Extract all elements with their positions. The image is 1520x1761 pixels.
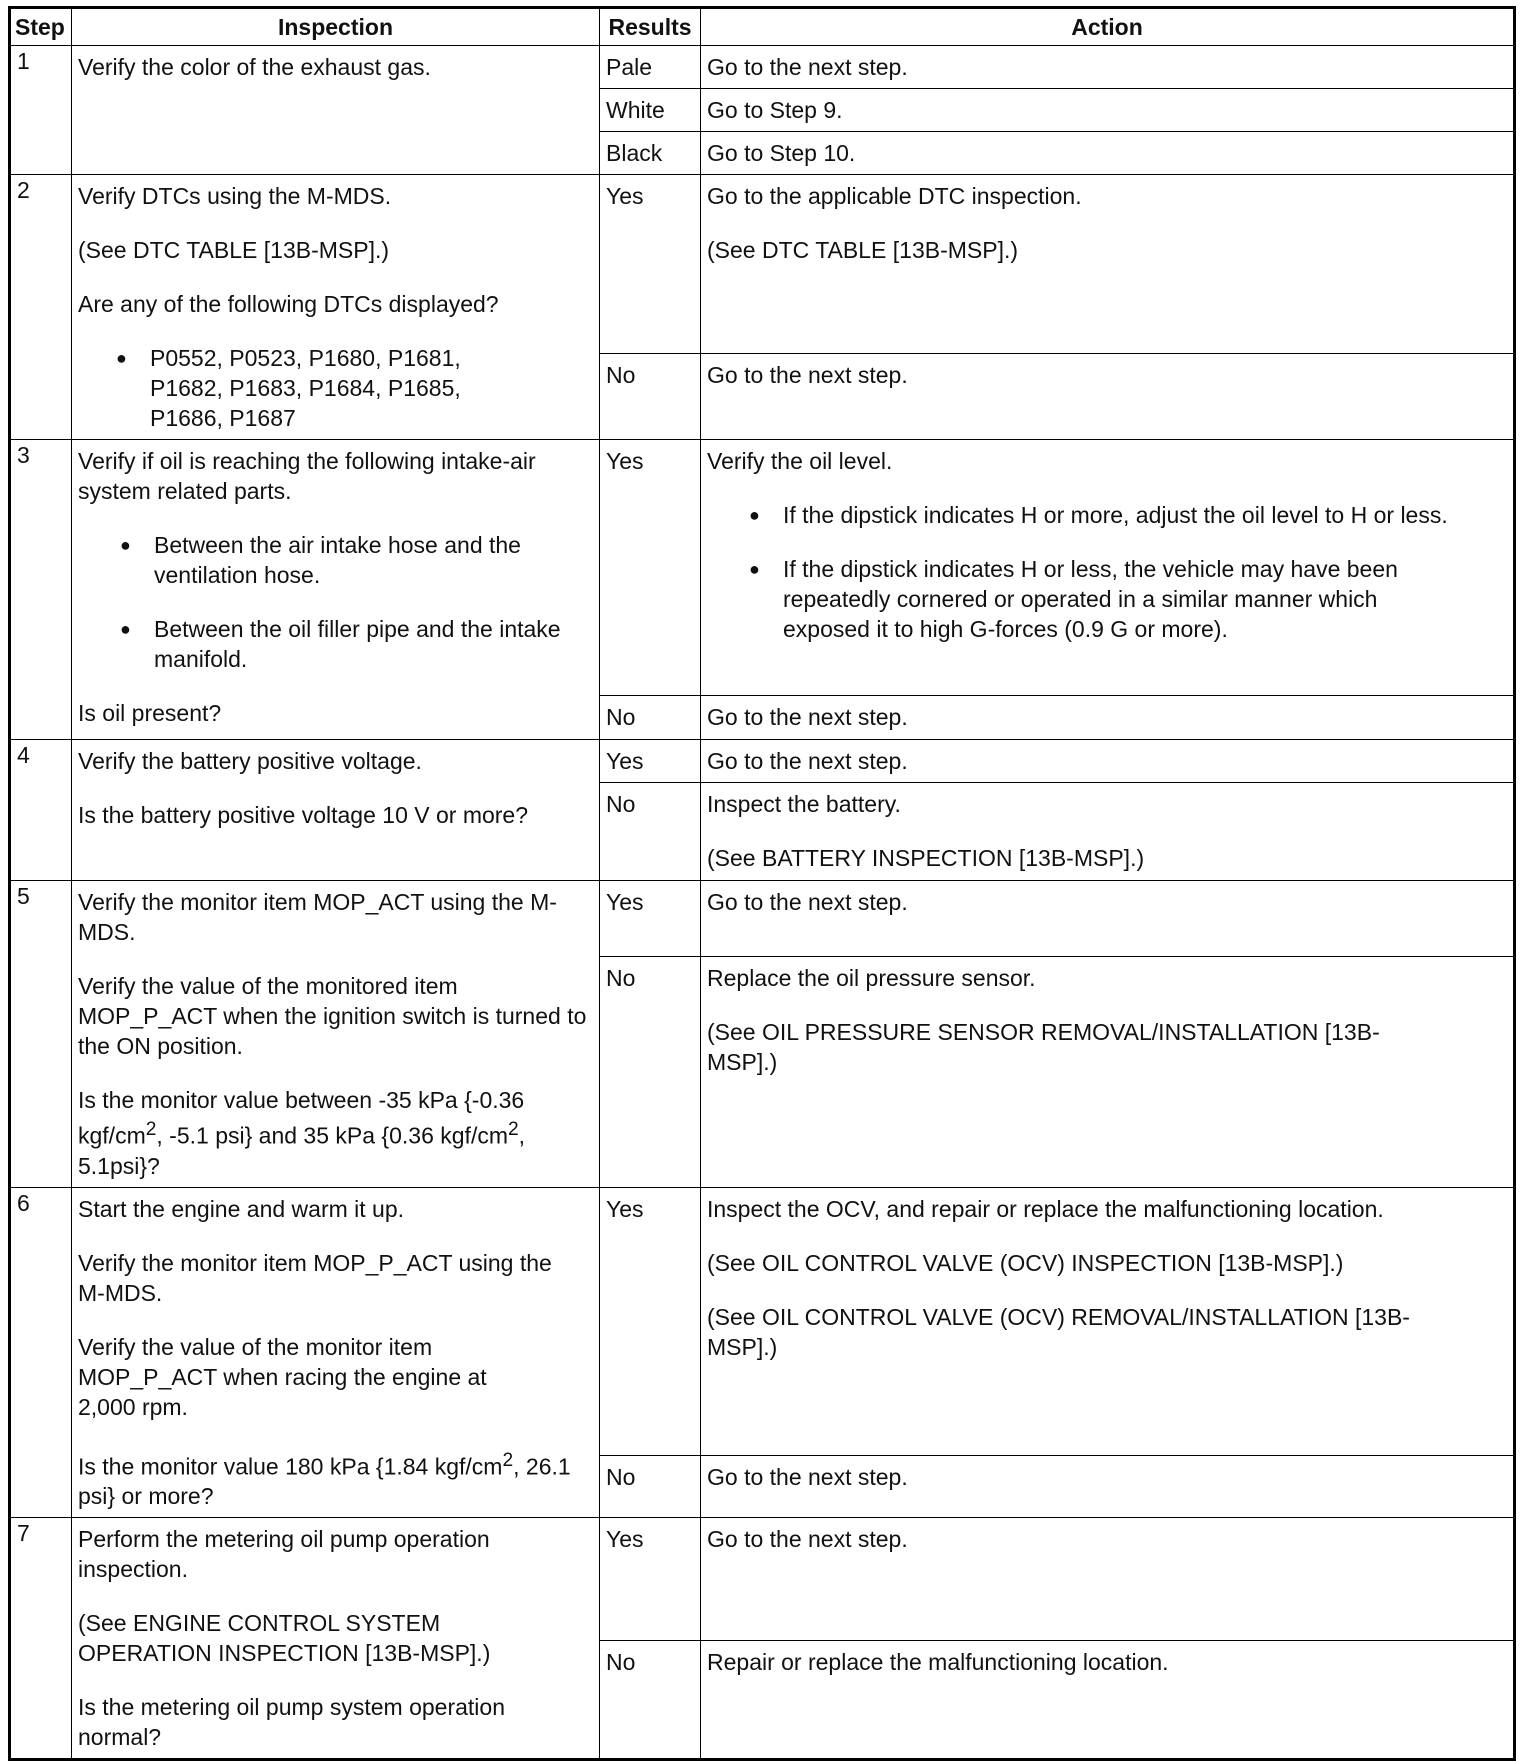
action-cell: Go to the next step. [701, 353, 1515, 439]
action-cell: Go to the next step. [701, 881, 1515, 957]
action-cell: Verify the oil level. ● If the dipstick indicates H or more, adjust the oil level to H or less. ● If the dipstick indicates H or less, the vehicle may have been repeatedly cornered or operated in a similar manner which exposed it to high G-forces (0.9 G or more). [701, 440, 1515, 696]
action-list [707, 500, 1507, 644]
table-row [10, 440, 1515, 696]
list-item: ● If the dipstick indicates H or more, adjust the oil level to H or less. [783, 500, 1467, 530]
header-results: Results [600, 8, 701, 46]
dtc-list [78, 343, 593, 433]
inspection-question: Is the battery positive voltage 10 V or more? [78, 802, 529, 828]
action-cell: Inspect the battery. (See BATTERY INSPECTION [13B-MSP].) [701, 783, 1515, 881]
inspection-cell [72, 1518, 600, 1760]
inspection-question: Is the metering oil pump system operation normal? [78, 1694, 505, 1751]
step-number: 7 [10, 1518, 72, 1760]
inspection-text: Verify DTCs using the M-MDS. [78, 183, 392, 209]
action-cell: Go to Step 10. [701, 132, 1515, 175]
inspection-text: Verify the battery positive voltage. [78, 748, 422, 774]
inspection-text: Verify the color of the exhaust gas. [78, 54, 431, 80]
parts-list [78, 530, 593, 674]
step-number: 4 [10, 740, 72, 881]
result-cell: Black [600, 132, 701, 175]
result-cell: No [600, 783, 701, 881]
result-cell: Yes [600, 881, 701, 957]
inspection-reference: (See DTC TABLE [13B-MSP].) [78, 237, 390, 263]
action-cell: Go to the next step. [701, 696, 1515, 740]
result-cell: Yes [600, 1518, 701, 1641]
list-item: ● Between the air intake hose and the ventilation hose. [154, 530, 563, 590]
inspection-text: Start the engine and warm it up. [78, 1195, 405, 1222]
inspection-text: Perform the metering oil pump operation inspection. [78, 1526, 490, 1583]
result-cell: Pale [600, 46, 701, 89]
step-number: 1 [10, 46, 72, 175]
result-cell: No [600, 696, 701, 740]
inspection-text: Verify if oil is reaching the following intake-air system related parts. [78, 448, 536, 504]
result-cell: Yes [600, 1187, 701, 1455]
result-cell: No [600, 353, 701, 439]
inspection-text: Verify the monitor item MOP_ACT using the M-MDS. [78, 889, 557, 945]
header-inspection: Inspection [72, 8, 600, 46]
inspection-question: Is the monitor value between -35 kPa {-0.36 kgf/$cm^2$, -5.1 psi} and 35 kPa {0.36 kgf/$cm^2$, 5.1psi}? [78, 1087, 526, 1179]
action-cell: Go to the next step. [701, 1456, 1515, 1518]
table-row [10, 1518, 1515, 1641]
inspection-question: Is oil present? [78, 700, 222, 726]
action-cell: Replace the oil pressure sensor. (See OIL PRESSURE SENSOR REMOVAL/INSTALLATION [13B-MSP].) [701, 956, 1515, 1187]
inspection-text: Verify the value of the monitor item MOP_P_ACT when racing the engine at 2,000 rpm. [78, 1333, 487, 1420]
action-cell: Inspect the OCV, and repair or replace the malfunctioning location. (See OIL CONTROL VALVE (OCV) INSPECTION [13B-MSP].) (See OIL CONTROL VALVE (OCV) REMOVAL/INSTALLATION [13B-MSP].) [701, 1187, 1515, 1455]
inspection-cell [72, 881, 600, 1188]
header-action: Action [701, 8, 1515, 46]
result-cell: No [600, 956, 701, 1187]
inspection-cell [72, 440, 600, 740]
result-cell: Yes [600, 175, 701, 354]
step-number: 5 [10, 881, 72, 1188]
table-row [10, 740, 1515, 783]
table-row [10, 881, 1515, 957]
result-cell: No [600, 1456, 701, 1518]
list-item: ● If the dipstick indicates H or less, the vehicle may have been repeatedly cornered or operated in a similar manner which exposed it to high G-forces (0.9 G or more). [783, 554, 1467, 644]
header-row [10, 8, 1515, 46]
inspection-question: Are any of the following DTCs displayed? [78, 291, 499, 317]
table-row [10, 46, 1515, 89]
result-cell: Yes [600, 740, 701, 783]
inspection-cell [72, 740, 600, 881]
action-cell: Go to Step 9. [701, 89, 1515, 132]
troubleshooting-table [8, 6, 1516, 1761]
inspection-text: Verify the monitor item MOP_P_ACT using the M-MDS. [78, 1249, 552, 1306]
list-item: ● Between the oil filler pipe and the intake manifold. [154, 614, 563, 674]
action-cell: Go to the next step. [701, 46, 1515, 89]
inspection-cell [72, 175, 600, 440]
inspection-cell [72, 46, 600, 175]
list-item: ● P0552, P0523, P1680, P1681, P1682, P1683, P1684, P1685, P1686, P1687 [150, 343, 533, 433]
step-number: 3 [10, 440, 72, 740]
action-cell: Go to the next step. [701, 1518, 1515, 1641]
step-number: 6 [10, 1187, 72, 1518]
result-cell: Yes [600, 440, 701, 696]
inspection-cell [72, 1187, 600, 1518]
inspection-reference: (See ENGINE CONTROL SYSTEM OPERATION INSPECTION [13B-MSP].) [78, 1610, 491, 1667]
header-step: Step [10, 8, 72, 46]
table-row [10, 175, 1515, 354]
result-cell: White [600, 89, 701, 132]
inspection-question: Is the monitor value 180 kPa {1.84 kgf/$cm^2$, 26.1 psi} or more? [78, 1449, 571, 1510]
action-cell: Repair or replace the malfunctioning location. [701, 1640, 1515, 1759]
inspection-text: Verify the value of the monitored item MOP_P_ACT when the ignition switch is turned to the ON position. [78, 973, 587, 1059]
action-cell: Go to the applicable DTC inspection. (See DTC TABLE [13B-MSP].) [701, 175, 1515, 354]
table-row [10, 1187, 1515, 1455]
result-cell: No [600, 1640, 701, 1759]
step-number: 2 [10, 175, 72, 440]
action-cell: Go to the next step. [701, 740, 1515, 783]
